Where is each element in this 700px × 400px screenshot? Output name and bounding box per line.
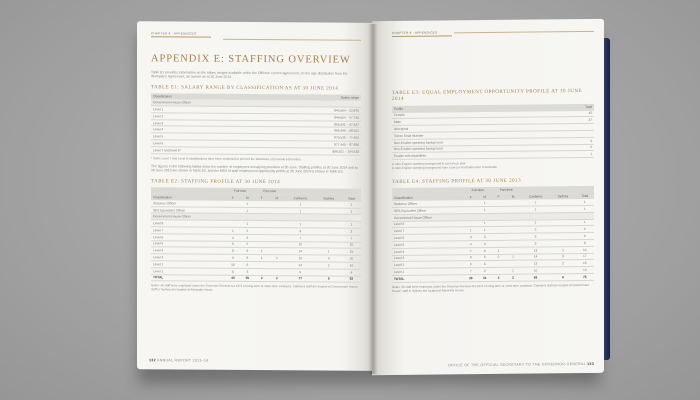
table-cell: 1 [550, 246, 575, 253]
table-cell: 3 [240, 234, 254, 241]
book-gutter [368, 24, 378, 374]
table-cell: 7 [464, 247, 478, 254]
column-header: Classification [151, 93, 272, 100]
table-cell: 8 [576, 239, 594, 246]
row-label: SES Equivalent Officer [392, 207, 464, 215]
table-cell: 6 [240, 248, 254, 255]
table-cell: 2 [269, 275, 285, 282]
table-cell: 14 [521, 253, 551, 260]
row-label: Level 8 [392, 220, 464, 228]
table-cell: 35 [240, 275, 254, 282]
table-e2-note: Notes: All staff were employed under the Governor-General Act 1974 on long-term or short-term contracts. Canberra staff are located at Government House; staff in Sydney are located at Admiralty House. [151, 283, 359, 292]
table-cell: 1 [255, 248, 269, 255]
right-page [372, 19, 604, 375]
row-label: Level 4 [151, 126, 272, 134]
table-cell: 1 [478, 206, 492, 213]
footer-text: ANNUAL REPORT 2013–14 [157, 358, 209, 363]
row-label: Level 6 [392, 234, 464, 242]
table-cell: 6 [226, 268, 240, 275]
left-page [137, 21, 375, 371]
table-cell: 7 [342, 235, 361, 242]
right-footer [448, 362, 594, 368]
table-cell: 1 [342, 221, 361, 228]
table-e2-title: TABLE E2: STAFFING PROFILE AT 30 JUNE 2014 [151, 178, 281, 185]
row-label: Level 7 [151, 227, 226, 234]
table-cell: 9 [464, 261, 478, 268]
staffing-2014-rows [151, 200, 361, 282]
row-label: TOTAL [392, 275, 464, 283]
table-cell: 10 [226, 261, 240, 268]
row-label: Statutory Officer [151, 200, 226, 207]
table-cell: 3 [478, 234, 492, 241]
column-header: F [255, 194, 269, 201]
table-cell: 77 [285, 275, 316, 282]
row-label: Level 3 [151, 119, 272, 127]
table-cell: 14 [285, 248, 316, 255]
table-cell: 3 [285, 228, 316, 235]
table-cell: 4 [478, 240, 492, 247]
staffing-paragraph: The figures in the following tables show the number of employees occupying positions at 30 June. Staffing profiles at 30 June 2014 and at 30 June 2013 are shown in Table E2, and the EEO of staff employment opportunity profile at 30 June 2014 is shown in Table E3. [151, 163, 358, 174]
column-header: Sydney [550, 193, 575, 200]
table-cell: 20 [342, 255, 361, 262]
row-label: Level 6 [151, 140, 272, 148]
header-rule [223, 39, 361, 40]
column-header: M [269, 194, 285, 201]
column-header: F [464, 194, 478, 201]
column-header: Sydney [316, 195, 342, 202]
column-header: Salary range [272, 94, 361, 101]
table-cell: 5 [316, 275, 342, 282]
table-cell: 1 [521, 219, 551, 226]
staffing-profile-2014-table [151, 187, 361, 283]
table-cell: 7 [464, 268, 478, 275]
table-cell: 75 [576, 273, 594, 280]
column-header: Total [560, 104, 594, 111]
row-value: 1 [560, 151, 594, 158]
page-number: 133 [587, 361, 594, 366]
row-label: Level 7 [392, 227, 464, 235]
table-cell: 9 [226, 254, 240, 261]
table-cell: 3 [550, 253, 575, 260]
row-label: Statutory Officer [392, 201, 464, 208]
table-cell: 1 [576, 205, 594, 212]
row-label: Level 5 [151, 240, 226, 247]
row-label: Level 8 [151, 220, 226, 227]
table-cell: 4 [226, 234, 240, 241]
column-group-header: Part-time [255, 188, 285, 195]
table-cell: 69 [521, 274, 551, 281]
column-group-header: Part-time [492, 187, 521, 194]
table-cell: 13 [521, 260, 551, 267]
table-cell: 1 [255, 255, 269, 262]
row-label: Level 2 [392, 261, 464, 269]
row-label: TOTAL [151, 274, 226, 281]
row-label: Aboriginal [392, 124, 560, 133]
table-cell: 6 [478, 261, 492, 268]
table-cell: 1 [342, 202, 361, 208]
column-header: Total [342, 195, 361, 202]
table-cell: 2 [269, 255, 285, 262]
table-cell: 5 [240, 241, 254, 248]
table-cell: 6 [576, 233, 594, 240]
right-page-header [392, 29, 594, 48]
column-group-header: Full-time [464, 187, 492, 194]
left-page-content [151, 31, 361, 293]
column-header: F [226, 194, 240, 201]
row-value: $49,664 – 57,726 [272, 113, 361, 120]
table-cell: 1 [478, 227, 492, 234]
row-label: Non-English speaking background [392, 137, 560, 146]
table-cell: 6 [550, 273, 575, 280]
staffing-profile-2013-table [392, 186, 594, 283]
table-cell: 15 [576, 260, 594, 267]
salary-range-rows [151, 100, 361, 155]
table-cell: 1 [240, 207, 254, 214]
column-header: Canberra [521, 193, 551, 200]
table-cell: 3 [240, 268, 254, 275]
table-cell: 6 [240, 261, 254, 268]
table-e3-note: a. Non-English speaking background in a previous year b. Non-English speaking background from a person Australian born in Australia [392, 161, 497, 171]
table-cell: 1 [342, 208, 361, 215]
row-value: $77,449 – 87,836 [272, 141, 361, 148]
table-cell: 1 [505, 254, 520, 261]
table-cell: 2 [478, 268, 492, 275]
table-cell: 14 [285, 262, 316, 269]
eeo-profile-rows [392, 110, 594, 159]
table-cell: 2 [255, 275, 269, 282]
column-header: M [240, 194, 254, 201]
row-label: Non-English speaking background [392, 144, 560, 153]
appendix-title: APPENDIX E: STAFFING OVERVIEW [151, 52, 351, 66]
row-value: $96,921 – 144,533 [272, 147, 361, 154]
row-label: Level 2 [151, 261, 226, 268]
table-cell: 1 [492, 247, 506, 254]
footer-text: OFFICE OF THE OFFICIAL SECRETARY TO THE GOVERNOR-GENERAL [447, 361, 586, 368]
row-value: 45 [560, 110, 594, 117]
table-e4-title: TABLE E4: STAFFING PROFILE AT 30 JUNE 2013 [392, 178, 522, 186]
row-label: Government House Officer [392, 214, 464, 222]
table-cell: 2 [505, 274, 520, 281]
left-footer [149, 358, 209, 362]
table-cell: 1 [316, 248, 342, 255]
table-cell: 13 [521, 247, 551, 254]
row-label: Level 4 [151, 247, 226, 254]
table-cell: 31 [478, 274, 492, 281]
table-cell: 9 [342, 269, 361, 276]
chapter-label: CHAPTER 6 · APPENDICES [392, 30, 452, 37]
table-cell: 10 [576, 266, 594, 273]
column-header: M [505, 193, 520, 200]
table-cell: 14 [576, 246, 594, 253]
row-label: Torres Strait Islander [392, 131, 560, 140]
table-cell: 82 [342, 276, 361, 283]
row-value: 37 [560, 117, 594, 124]
table-cell: 15 [342, 248, 361, 255]
table-cell: 6 [478, 254, 492, 261]
table-cell: 1 [521, 200, 551, 207]
table-cell: 5 [226, 241, 240, 248]
table-cell: 1 [240, 221, 254, 228]
table-cell: 16 [285, 255, 316, 262]
table-cell: 7 [285, 235, 316, 242]
table-cell: 3 [464, 234, 478, 241]
table-cell: 2 [240, 227, 254, 234]
table-cell: 1 [576, 219, 594, 226]
table-row [151, 147, 361, 155]
table-cell: 17 [576, 253, 594, 260]
table-row [392, 151, 594, 160]
table-cell: 6 [521, 233, 551, 240]
table-cell: 10 [285, 241, 316, 248]
column-group-header: Full-time [226, 188, 255, 195]
table-cell: 8 [226, 248, 240, 255]
staffing-2013-rows [392, 199, 594, 282]
page-number: 132 [149, 358, 156, 363]
table-cell: 1 [505, 267, 520, 274]
table-cell: 8 [521, 240, 551, 247]
row-label: Government House Officer [151, 100, 272, 107]
row-label: Government House Officer [151, 213, 226, 220]
table-cell: 1 [478, 200, 492, 206]
table-cell: 1 [521, 206, 551, 213]
table-cell: 16 [342, 262, 361, 269]
table-e1-note: * Some Level 7 and Level 8 classifications have been combined to prevent the disclosure of personal information. [151, 155, 302, 161]
column-header: Classification [392, 194, 464, 201]
column-header: F [492, 193, 506, 200]
table-cell: 2 [550, 260, 575, 267]
row-label: Female [392, 111, 560, 119]
row-label: Male [392, 117, 560, 126]
right-page-content [392, 85, 594, 293]
total-row [151, 274, 361, 282]
table-cell: 3 [342, 228, 361, 235]
row-label: Level 5 [151, 133, 272, 141]
table-cell: 2 [316, 262, 342, 269]
table-e1-title: TABLE E1: SALARY RANGE BY CLASSIFICATION AS AT 30 JUNE 2014 [151, 84, 339, 92]
column-header: Classification [151, 194, 226, 201]
table-cell: 8 [464, 254, 478, 261]
table-cell: 2 [521, 226, 551, 233]
table-e4-note: Notes: All staff were employed under the Governor-General Act 1974 on long-term or short-term contracts. Canberra staff are located at Government House; staff in Sydney are located at Admiralty House. [392, 282, 589, 293]
row-label: Level 5 [392, 241, 464, 249]
row-value: $70,535 – 77,402 [272, 134, 361, 141]
table-cell: 39 [464, 274, 478, 281]
intro-paragraph: Table E1 provides information on the salary ranges available under the Officers' current agreement, on the age distribution from the Workplace Agreement, as current as at 30 June 2014. [151, 69, 348, 79]
table-cell: 2 [492, 254, 506, 261]
table-cell: 6 [478, 247, 492, 254]
row-label: Level 2 [151, 113, 272, 121]
salary-range-table [151, 93, 361, 155]
table-cell: 10 [342, 242, 361, 249]
row-value: 6 [560, 144, 594, 151]
total-row [392, 273, 594, 282]
row-label: Level 3 [392, 254, 464, 262]
row-label: People with disabilities [392, 151, 560, 160]
table-cell: 1 [226, 227, 240, 234]
table-cell: 4 [464, 241, 478, 248]
column-header: Profile [392, 104, 560, 112]
row-value: $56,691 – 67,437 [272, 120, 361, 127]
column-header: Canberra [285, 195, 316, 202]
table-cell: 1 [576, 199, 594, 205]
row-value: $40,904 – 52,875 [272, 107, 361, 114]
table-cell: 8 [240, 255, 254, 262]
table-cell: 1 [240, 201, 254, 207]
row-label: Level 7 and level 8* [151, 147, 272, 155]
table-cell: 1 [285, 207, 316, 214]
row-label: Level 1 [151, 106, 272, 114]
table-e3-title: TABLE E3: EQUAL EMPLOYMENT OPPORTUNITY PROFILE AT 30 JUNE 2014 [392, 89, 583, 103]
row-value: 4 [560, 137, 594, 144]
table-cell: 3 [492, 274, 506, 281]
column-header: M [478, 194, 492, 201]
table-cell: 10 [521, 267, 551, 274]
table-cell: 2 [576, 226, 594, 233]
table-cell: 1 [478, 220, 492, 227]
table-cell: 1 [285, 221, 316, 228]
row-label: Level 1 [392, 268, 464, 276]
row-label: SES Equivalent Officer [151, 206, 226, 213]
table-cell: 4 [316, 255, 342, 262]
table-cell: 1 [285, 201, 316, 207]
row-label: Level 3 [151, 254, 226, 261]
table-cell: 1 [464, 227, 478, 234]
eeo-profile-table [392, 104, 594, 160]
row-label: Level 4 [392, 247, 464, 255]
row-label: Level 6 [151, 234, 226, 241]
row-value: $64,996 – 68,552 [272, 127, 361, 134]
table-cell: 9 [285, 268, 316, 275]
column-header: Total [576, 193, 594, 200]
table-cell: 43 [226, 275, 240, 282]
header-rule [454, 31, 594, 33]
chapter-label: CHAPTER 6 · APPENDICES [151, 31, 211, 37]
row-label: Level 1 [151, 267, 226, 274]
